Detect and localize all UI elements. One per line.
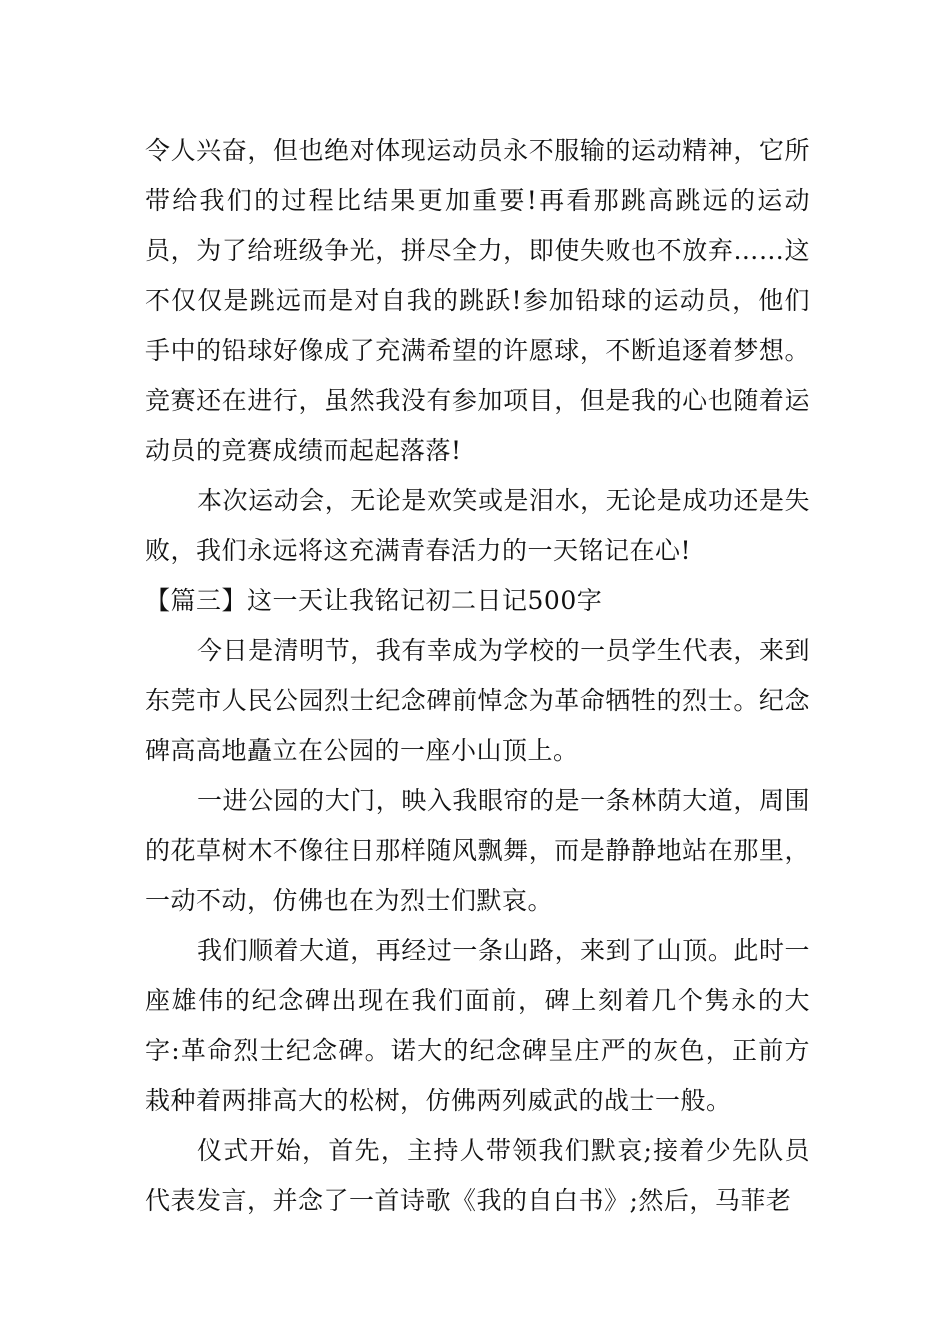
paragraph: 今日是清明节，我有幸成为学校的一员学生代表，来到东莞市人民公园烈士纪念碑前悼念为革命牺牲的烈士。纪念碑高高地矗立在公园的一座小山顶上。 — [145, 636, 810, 765]
paragraph: 我们顺着大道，再经过一条山路，来到了山顶。此时一座雄伟的纪念碑出现在我们面前，碑上刻着几个隽永的大字:革命烈士纪念碑。诺大的纪念碑呈庄严的灰色，正前方栽种着两排高大的松树，仿佛两列威武的战士一般。 — [145, 936, 810, 1115]
paragraph: 一进公园的大门，映入我眼帘的是一条林荫大道，周围的花草树木不像往日那样随风飘舞，而是静静地站在那里，一动不动，仿佛也在为烈士们默哀。 — [145, 786, 810, 915]
paragraph: 仪式开始，首先，主持人带领我们默哀;接着少先队员代表发言，并念了一首诗歌《我的自白书》;然后，马菲老 — [145, 1136, 810, 1215]
paragraph-conclusion: 本次运动会，无论是欢笑或是泪水，无论是成功还是失败，我们永远将这充满青春活力的一天铭记在心! — [145, 486, 810, 565]
section-heading: 【篇三】这一天让我铭记初二日记500字 — [145, 586, 603, 615]
document-page — [145, 126, 810, 1226]
paragraph-continuation: 令人兴奋，但也绝对体现运动员永不服输的运动精神，它所带给我们的过程比结果更加重要!再看那跳高跳远的运动员，为了给班级争光，拼尽全力，即使失败也不放弃……这不仅仅是跳远而是对自我的跳跃!参加铅球的运动员，他们手中的铅球好像成了充满希望的许愿球，不断追逐着梦想。竞赛还在进行，虽然我没有参加项目，但是我的心也随着运动员的竞赛成绩而起起落落! — [145, 136, 810, 465]
